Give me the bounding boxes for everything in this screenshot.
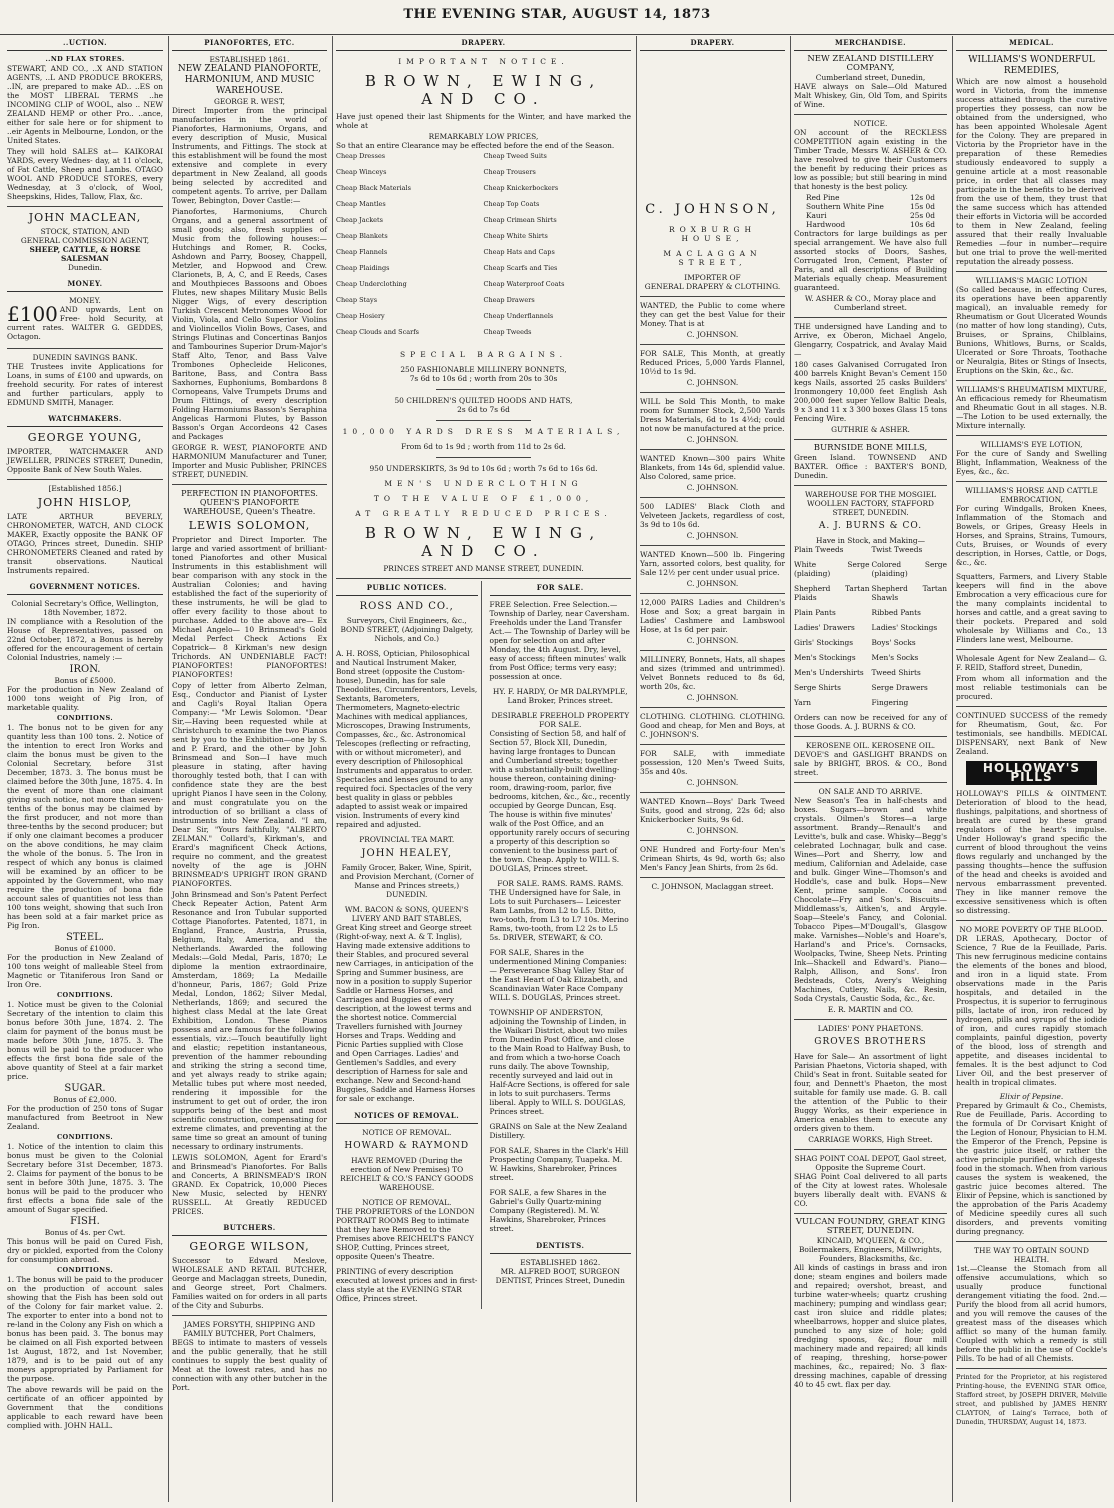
section-header: ..UCTION. [7, 36, 163, 51]
list-item: Cheap Underflannels [483, 312, 554, 320]
list-item: Cheap Plaidings [336, 264, 390, 272]
list-item: Cheap Trousers [483, 168, 536, 176]
section-header-government: GOVERNMENT NOTICES. [7, 580, 163, 595]
list-item: Boys' Socks [871, 638, 916, 647]
ad-johnson: C. JOHNSON, ROXBURGH HOUSE, MACLAGGAN STREET, IMPORTER OF GENERAL DRAPERY & CLOTHING. [644, 202, 781, 291]
ad-distillery: NEW ZEALAND DISTILLERY COMPANY, Cumberland street, Dunedin, HAVE always on Sale—Old Matured Malt Whiskey, Gin, Old Tom, and Spirits of Wine. [794, 54, 947, 109]
list-item: Cheap Underclothing [336, 280, 407, 288]
list-item: Cheap White Shirts [483, 232, 548, 240]
list-item: Girls' Stockings [794, 638, 854, 647]
ad-burnside: BURNSIDE BONE MILLS, Green Island. TOWNSEND AND BAXTER. Office : BAXTER'S BOND, Dunedin. [794, 443, 947, 480]
ad-hislop: [Established 1856.] JOHN HISLOP, LATE ARTHUR BEVERLY, CHRONOMETER, WATCH, AND CLOCK MAKER, Exactly opposite the BANK OF OTAGO, Princes street, Dunedin. SHIP CHRONOMETERS Cleaned and rated by transit observations. Nautical Instruments repaired. [7, 484, 163, 575]
list-item: Cheap Drawers [483, 296, 535, 304]
list-item: Cheap Stays [336, 296, 378, 304]
list-item: Cheap Blankets [336, 232, 388, 240]
list-item: Cheap Knickerbockers [483, 184, 559, 192]
ad-vulcan: VULCAN FOUNDRY, GREAT KING STREET, DUNEDIN. KINCAID, M'QUEEN, & CO., Boilermakers, Engineers, Millwrights, Founders, Blacksmiths, &c. All kinds of castings in brass and iron done; steam engines and boilers made and repaired; overshot, breast, and turbine water-wheels; quartz crushing machinery; pumping and windlass gear; cast iron sluice and riddle plates; wheelbarrows, hopper and sluice plates, punched to any size of hole; gold dredging spoons, &c.; flour mill machinery made and repaired; all kinds of reaping, threshing, horse-power machines, &c., repaired; No. 3 flax-dressing machines, capable of dressing 40 to 45 cwt. flax per day. [794, 1217, 947, 1389]
column-merchandise [790, 36, 950, 1502]
list-item: Serge Shirts [794, 683, 841, 692]
for-sale: FOR SALE. FREE Selection. Free Selection.— Township of Darley, near Caversham. Freeholds under the Land Transfer Act.— The Township of Darley will be open for selection on and after Monday, the 4th August. Dry, level, easy of access; fifteen minutes' walk from Post Office; terms very easy; possession at once. HY. F. HARDY, Or MR DALRYMPLE, Land Broker, Princes street. DESIRABLE FREEHOLD PROPERTY FOR SALE. Consisting of Section 58, and half of Section 57, Block XII, Dunedin, having large frontages to Duncan and Cumberland streets; together with a substantially-built dwelling-house thereon, containing dining-room, drawing-room, parlor, five bedrooms, kitchen, &c., &c., recently occupied by George Duncan, Esq. The house is within five minutes' walk of the Post Office, and an opportunity rarely occurs of securing a property of this description so convenient to the business part of the town. Cheap. Apply to WILL S. DOUGLAS, Princes street. FOR SALE. RAMS. RAMS. RAMS. THE Undersigned have for Sale, in Lots to suit Purchasers— Leicester Ram Lambs, from L2 to L5. Ditto, two-tooth, from L3 to L7 10s. Merino Rams, two-tooth, from L2 2s to L5 5s. DRIVER, STEWART, & CO. FOR SALE, Shares in the undermentioned Mining Companies:— Perseverance Shag Valley Star of the East Heart of Oak Elizabeth, and Scandinavian Water Race Company WILL S. DOUGLAS, Princes street. TOWNSHIP OF ANDERSTON, adjoining the Township of Linden, in the Waikari District, about two miles from Dunedin Post Office, and close to the Main Road to Halfway Bush, to and from which a two-horse Coach runs daily. The above Township, recently surveyed and laid out in Half-Acre Sections, is offered for sale in lots to suit purchasers. Terms liberal. Apply to WILL S. DOUGLAS, Princes street. GRAINS on Sale at the New Zealand Distillery. FOR SALE, Shares in the Clark's Hill Prospecting Company, Tuapeka. M. W. Hawkins, Sharebroker, Princes street. FOR SALE, a few Shares in the Gabriel's Gully Quartz-mining Company (Registered). M. W. Hawkins, Sharebroker, Princes street. DENTISTS. ESTABLISHED 1862. MR. ALFRED BOOT, SURGEON DENTIST, Princes Street, Dunedin [489, 583, 631, 1285]
ad-mosgiel: WAREHOUSE FOR THE MOSGIEL WOOLLEN FACTORY, STAFFORD STREET, DUNEDIN. A. J. BURNS & CO. Have in Stock, and Making— Plain Tweeds White Serge (plaiding) Shepherd Tartan Plaids Plain Pants Ladies' Drawers Girls' Stockings Men's Stockings Men's Undershirts Serge Shirts Yarn Twist Tweeds Colored Serge (plaiding) Shepherd Tartan Shawls Ribbed Pants Ladies' Stockings Boys' Socks Men's Socks Tweed Shirts Serge Drawers Fingering Orders can now be received for any of those Goods. A. J. BURNS & CO. [794, 490, 947, 731]
list-item: Serge Drawers [871, 683, 928, 692]
ad-maclean: JOHN MACLEAN, STOCK, STATION, AND GENERAL COMMISSION AGENT, SHEEP, CATTLE, & HORSE SALESMAN Dunedin. [20, 211, 150, 272]
section-header: DRAPERY. [336, 36, 631, 51]
list-item: Ladies' Stockings [871, 623, 938, 632]
ad-forsyth: JAMES FORSYTH, SHIPPING AND FAMILY BUTCHER, Port Chalmers, BEGS to intimate to masters of vessels and the public generally, that he still continues to supply the best quality of Meat at the lowest rates, and has no connection with any other butcher in the Port. [172, 1320, 327, 1392]
price-row: Hardwood 10s 6d [806, 220, 935, 229]
cheap-list [336, 152, 631, 344]
ad-brown-ewing: IMPORTANT NOTICE. BROWN, EWING, AND CO. Have just opened their last Shipments for the Winter, and have marked the whole at REMARKABLY LOW PRICES, So that an entire Clearance may be effected before the end of the Season. Cheap Dresses Cheap Winceys Cheap Black Materials Cheap Mantles Cheap Jackets Cheap Blankets Cheap Flannels Cheap Plaidings Cheap Underclothing Cheap Stays Cheap Hosiery Cheap Clouds and Scarfs Cheap Tweed Suits Cheap Trousers Cheap Knickerbockers Cheap Top Coats Cheap Crimean Shirts Cheap White Shirts Cheap Hats and Caps Cheap Scarfs and Ties Cheap Waterproof Coats Cheap Drawers Cheap Underflannels Cheap Tweeds SPECIAL BARGAINS. 250 FASHIONABLE MILLINERY BONNETS, 7s 6d to 10s 6d ; worth from 20s to 30s 50 CHILDREN'S QUILTED HOODS AND HATS, 2s 6d to 7s 6d 10,000 YARDS DRESS MATERIALS, From 6d to 1s 9d ; worth from 11d to 2s 6d. 950 UNDERSKIRTS, 3s 9d to 10s 6d ; worth 7s 6d to 16s 6d. MEN'S UNDERCLOTHING TO THE VALUE OF £1,000, AT GREATLY REDUCED PRICES. BROWN, EWING, AND CO. PRINCES STREET AND MANSE STREET, DUNEDIN. [336, 57, 631, 573]
list-item: Men's Socks [871, 653, 919, 662]
list-item: Cheap Hosiery [336, 312, 385, 320]
list-item: Plain Tweeds [794, 545, 844, 554]
column-auction [4, 36, 166, 1502]
column-drapery-johnson: DRAPERY. C. JOHNSON, ROXBURGH HOUSE, MACLAGGAN STREET, IMPORTER OF GENERAL DRAPERY & CLOTHING. WANTED, the Public to come where they can get the best Value for their Money. That is at C. JOHNSON. FOR SALE, This Month, at greatly Reduced Prices, 5,000 Yards Flannel, 10½d to 1s 9d. C. JOHNSON. WILL be Sold This Month, to make room for Summer Stock, 2,500 Yards Dress Materials, 6d to 1s 4½d; could not now be manufactured at the price. C. JOHNSON. WANTED Known—300 pairs White Blankets, from 14s 6d, splendid value. Also Colored, same price. C. JOHNSON. 500 LADIES' Black Cloth and Velveteen Jackets, regardless of cost, 3s 9d to 10s 6d. C. JOHNSON. WANTED Known—500 lb. Fingering Yarn, assorted colors, best quality, for Sale 12½ per cent under usual price. C. JOHNSON. 12,000 PAIRS Ladies and Children's Hose and Sox; a great bargain in Ladies' Cashmere and Lambswool Hose, at 1s 6d per pair. C. JOHNSON. MILLINERY, Bonnets, Hats, all shapes and sizes (trimmed and untrimmed). Velvet Bonnets reduced to 8s 6d, worth 20s, &c. C. JOHNSON. CLOTHING. CLOTHING. CLOTHING. Good and cheap, for Men and Boys, at C. JOHNSON'S. FOR SALE, with immediate possession, 120 Men's Tweed Suits, 35s and 40s. C. JOHNSON. WANTED Known—Boys' Dark Tweed Suits, good and strong, 22s 6d; also Knickerbocker Suits, 9s 6d. C. JOHNSON. ONE Hundred and Forty-four Men's Crimean Shirts, 4s 9d, worth 6s; also Men's Fancy Jean Shirts, from 2s 6d. C. JOHNSON, Maclaggan street. [636, 36, 788, 1502]
list-item: Fingering [871, 698, 909, 707]
column-drapery-main [332, 36, 634, 1502]
list-item: Cheap Waterproof Coats [483, 280, 565, 288]
list-item: Cheap Hats and Caps [483, 248, 555, 256]
list-item: Men's Undershirts [794, 668, 864, 677]
price-row: Kauri 25s 0d [806, 211, 935, 220]
price-row: Red Pine 12s 0d [806, 193, 935, 202]
ad-wilson: GEORGE WILSON, Successor to Edward Meslove, WHOLESALE AND RETAIL BUTCHER, George and Maclaggan streets, Dunedin, and George street, Port Chalmers. Families waited on for orders in all parts of the City and Suburbs. [172, 1240, 327, 1310]
list-item: Yarn [794, 698, 812, 707]
list-item: Cheap Tweed Suits [483, 152, 547, 160]
ad-kerosene: KEROSENE OIL. KEROSENE OIL. DEVOE'S and GASLIGHT BRANDS on sale by BRIGHT, BROS. & CO., Bond street. [794, 741, 947, 777]
ad-asher: NOTICE. ON account of the RECKLESS COMPETITION again existing in the Timber Trade, Messrs W. ASHER & CO. have resolved to give their Customers the benefit by reducing their prices as low as possible; but still bearing in mind that honesty is the best policy. Red Pine 12s 0d Southern White Pine 15s 0d Kauri 25s 0d Hardwood 10s 6d Contractors for large buildings as per special arrangement. We have also full assorted stocks of Doors, Sashes, Corrugated Iron, Cement, Plaster of Paris, and all descriptions of Building Materials equally cheap. Measurement guaranteed. W. ASHER & CO., Moray place and Cumberland street. [794, 119, 947, 312]
list-item: Cheap Mantles [336, 200, 386, 208]
section-header: MERCHANDISE. [794, 36, 947, 51]
section-header: DRAPERY. [640, 36, 785, 51]
newspaper-page [4, 36, 1110, 1502]
holloway-banner: HOLLOWAY'S PILLS [966, 761, 1097, 785]
list-item: Shepherd Tartan Plaids [794, 584, 870, 602]
section-header-watchmakers: WATCHMAKERS. [7, 412, 163, 427]
ad-guthrie: THE undersigned have Landing and to Arrive, ex Oberon, Michael Angelo, Glengarry, Cospatrick, and Avalay Maid— 180 cases Galvanised Corrugated Iron 400 barrels Knight Bevan's Cement 150 kegs Nails, assorted 25 casks Builders' Ironmongery 10,000 feet English Ash 200,000 feet super Yellow Baltic Deals, 9 x 3 and 11 x 3 300 boxes Glass 15 tons Fencing Wire. GUTHRIE & ASHER. [794, 322, 947, 434]
list-item: Cheap Black Materials [336, 184, 411, 192]
list-item: Cheap Flannels [336, 248, 388, 256]
list-item: Cheap Tweeds [483, 328, 532, 336]
column-pianofortes [168, 36, 330, 1502]
ad-solomon: PERFECTION IN PIANOFORTES. QUEEN'S PIANOFORTE WAREHOUSE, Queen's Theatre. LEWIS SOLOMON, Proprietor and Direct Importer. The large and varied assortment of brilliant-toned Pianofortes and other Musical Instruments in this establishment will bear comparison with any stock in the Australian Colonies; and having established the fact of the superiority of these instruments, he will be glad to offer every facility to those about to purchase. Added to the above are— Ex Michael Angelo— 10 Brinsmead's Gold Medal Perfect Check Actions Ex Copatrick— 8 Kirkman's new design Trichords. AN UNDENIABLE FACT! PIANOFORTES! PIANOFORTES! PIANOFORTES! Copy of letter from Alberto Zelman, Esq., Conductor and Pianist of Lyster and Cagli's Royal Italian Opera Company:— "Mr Lewis Solomon. "Dear Sir,—Having been requested while at Christchurch to examine the two Pianos sent by you to the Exhibition—one by S. and P. Erard, and the other by John Brinsmead and Son—I have much pleasure in stating, after having thoroughly tested both, that I can with confidence state they are the best upright Pianos I have seen in the Colony, and must congratulate you on the introduction of so brilliant a class of instruments into New Zealand. "I am, Dear Sir, "Yours faithfully, "ALBERTO ZELMAN." Collard's, Kirkman's, and Erard's magnificent Check Actions, require no comment, and the greatest novelty of the age is JOHN BRINSMEAD'S UPRIGHT IRON GRAND PIANOFORTES. John Brinsmead and Son's Patent Perfect Check Repeater Action, Patent Arm Resonance and Iron Tubular supported Cottage Pianofortes. Patented, 1871, in England, France, Austria, Prussia, Belgium, Italy, America, and the Netherlands. Awarded the following Medals:—Gold Medal, Paris, 1870; Le diplome la mention extraordinaire, Amsterdam, 1869; La Medaille d'honneur, Paris, 1867; Gold Prize Medal, London, 1862; Silver Medal, Netherlands, 1869; and secured the highest class Medal at the late Great Exhibition, London. These Pianos possess and are famous for the following essentials, viz.:—Touch beautifully light and elastic; repetition instantaneous, prevention of the hammer rebounding and striking the string a second time, and yet always ready to strike again; Metallic tubes put where most needed, rendering it impossible for the instrument to get out of order, the iron supports being of the best and most scientific construction, compensating for extreme climates, and preventing at the same time so great an amount of tuning necessary to ordinary instruments. LEWIS SOLOMON, Agent for Erard's and Brinsmead's Pianofortes. For Balls and Concerts, A BRINSMEAD'S IRON GRAND. Ex Copatrick, 10,000 Pieces New Music, selected by HENRY RUSSELL. At Greatly REDUCED PRICES. [172, 489, 327, 1216]
price-row: Southern White Pine 15s 0d [806, 202, 935, 211]
section-header-butchers: BUTCHERS. [172, 1221, 327, 1236]
list-item: Colored Serge (plaiding) [871, 560, 947, 578]
list-item: Cheap Crimean Shirts [483, 216, 557, 224]
public-notices: PUBLIC NOTICES. ROSS AND CO., Surveyors, Civil Engineers, &c., BOND STREET, (Adjoining Dalgety, Nichols, and Co.) A. H. ROSS, Optician, Philosophical and Nautical Instrument Maker, Bond street (opposite the Custom-house), Dunedin, has for sale Theodolites, Circumferentors, Levels, Sextants, Barometers, Thermometers, Magneto-electric Machines with medical appliances, Microscopes, Drawing Instruments, Compasses, &c., &c. Astronomical Telescopes (reflecting or refracting, with or without micrometer), and every description of Philosophical Instruments and apparatus to order. Spectacles and lenses ground to any required foci. Spectacles of the very best quality in glass or pebbles adapted to assist weak or impaired vision. Instruments of every kind repaired and adjusted. PROVINCIAL TEA MART. JOHN HEALEY, Family Grocer, Baker, Wine, Spirit, and Provision Merchant, (Corner of Manse and Princes streets,) DUNEDIN. WM. BACON & SONS, QUEEN'S LIVERY AND BAIT STABLES, Great King street and George street (Right-of-way, next A. & T. Inglis), Having made extensive additions to their Stables, and procured several new Carriages, in anticipation of the Spring and Summer business, are now in a position to supply Superior Saddle or Harness Horses, and Carriages and Buggies of every description, at the lowest terms and the shortest notice. Commercial Travellers furnished with Journey Horses and Traps. Wedding and Picnic Parties supplied with Close and Open Carriages. Ladies' and Gentlemen's Saddles, and every description of Harness for sale and exchange. New and Second-hand Buggies, Saddle and Harness Horses for sale or exchange. NOTICES OF REMOVAL. NOTICE OF REMOVAL. HOWARD & RAYMOND HAVE REMOVED (During the erection of New Premises) TO REICHELT & CO.'S FANCY GOODS WAREHOUSE. NOTICE OF REMOVAL. THE PROPRIETORS of the LONDON PORTRAIT ROOMS Beg to intimate that they have Removed to the Premises above REICHELT'S FANCY SHOP, Cutting, Princes street, opposite Queen's Theatre. PRINTING of every description executed at lowest prices and in first-class style at the EVENING STAR Office, Princes street. [336, 581, 482, 1309]
ad-groves: LADIES' PONY PHAETONS. GROVES BROTHERS Have for Sale— An assortment of light Parisian Phaetons, Victoria shaped, with Child's Seat in front. Suitable seated for four, and Dennett's Phaeton, the most suitable for family use made. G. B. call the attention of the Public to their Buggy Works, as their experience in America enables them to execute any orders given to them. CARRIAGE WORKS, High Street. [794, 1024, 947, 1144]
list-item: Tweed Shirts [871, 668, 921, 677]
list-item: Ribbed Pants [871, 608, 921, 617]
section-header: MEDICAL. [956, 36, 1107, 51]
ad-shag-point: SHAG POINT COAL DEPOT, Gaol street, Opposite the Supreme Court. SHAG Point Coal delivered to all parts of the City at lowest rates. Wholesale buyers liberally dealt with. EVANS & CO. [794, 1154, 947, 1208]
ad-money: MONEY. £100 AND upwards, Lent on Free- hold Security, at current rates. WALTER G. GEDDES, Octagon. [7, 296, 163, 341]
section-header-money: MONEY. [7, 277, 163, 292]
ad-young: GEORGE YOUNG, IMPORTER, WATCHMAKER AND JEWELLER, PRINCES STREET, Dunedin, Opposite Bank of New South Wales. [7, 431, 163, 474]
list-item: Twist Tweeds [871, 545, 923, 554]
list-item: Cheap Clouds and Scarfs [336, 328, 419, 336]
list-item: Men's Stockings [794, 653, 856, 662]
ad-west: ESTABLISHED 1861. NEW ZEALAND PIANOFORTE, HARMONIUM, AND MUSIC WAREHOUSE. GEORGE R. WEST, Direct Importer from the principal manufactories in the world of Pianofortes, Harmoniums, Organs, and every description of Music, Musical Instruments, and Fittings. The stock at this establishment will be found the most extensive and complete in every department in New Zealand, all goods being selected by accredited and competent agents. To arrive, per Dallam Tower, Bebington, Dover Castle:— Pianofortes, Harmoniums, Church Organs, and a general assortment of small goods; also, fresh supplies of Music from the following houses:—Hutchings and Romer, R. Cocks, Ashdown and Parry, Boosey, Chappell, Metzler, and Hopwood and Crew. Clarionets, B, A, C, and E Reeds, Cases and Mouthpieces Bassoons and Oboes Flutes, new shapes Military Music Bells Nigger Wigs, of every description Turkish Crescent Metronomes Wood for Violin, Viola, and Cello Superior Violins and Violincellos Violin Bows, Cases, and Strings Flutinas and Concertinas Banjos and Tambourines Superior Drum-Major's Staff Alto, Tenor, and Bass Valve Trombones Ophecleide Helicones, Baritone, Bass, and Contra Bass Saxhornes, Euphoniums, Bombardons 8 Cornopeans, Valve Trumpets Drums and Drum Fittings, of every description Folding Harmoniums Basson's Seraphina Angelicas Harmoni Flutes, by Basson Basson's Organ Accordeons 42 Cases and Packages GEORGE R. WEST, PIANOFORTE AND HARMONIUM Manufacturer and Tuner, Importer and Music Publisher, PRINCES STREET, DUNEDIN. [172, 55, 327, 479]
ad-government-bonus: Colonial Secretary's Office, Wellington, 18th November, 1872. IN compliance with a Resolution of the House of Representatives, passed on 22nd October, 1872, a Bonus is hereby offered for the encouragement of certain Colonial Industries, namely :— IRON. Bonus of £5000. For the production in New Zealand of 1000 tons weight of Pig Iron, of marketable quality. CONDITIONS. 1. The bonus not to be given for any quantity less than 100 tons. 2. Notice of the intention to erect Iron Works and claim the bonus must be given to the Colonial Secretary, before 31st December, 1873. 3. The bonus must be claimed before the 30th June, 1875. 4. In the event of more than one claimant giving such notice, not more than seven-tenths of the bonus may be claimed by the first producer, and not more than three-tenths by the second producer; but if only one claimant becomes a producer on the above conditions, he may claim the whole of the bonus. 5. The Iron in respect of which any bonus is claimed will be examined by an officer to be appointed by the Government, who may require the production of bona fide account sales of quantities not less than 100 tons weight, showing that such Iron has been sold at a fair market price as Pig Iron. STEEL. Bonus of £1000. For the production in New Zealand of 100 tons weight of malleable Steel from Magnetic or Titaniferous Iron Sand or Iron Ore. CONDITIONS. 1. Notice must be given to the Colonial Secretary of the intention to claim this bonus before 30th June, 1874. 2. The claim for payment of the bonus must be made before 30th June, 1875. 3. The bonus will be paid to the producer who effects the first bona fide sale of the above quantity of Steel at a fair market price. SUGAR. Bonus of £2,000. For the production of 250 tons of Sugar manufactured from Beetroot in New Zealand. CONDITIONS. 1. Notice of the intention to claim this bonus must be given to the Colonial Secretary before 31st December, 1873. 2. Claims for payment of the bonus to be sent in before 30th June, 1875. 3. The bonus will be paid to the producer who first effects a bona fide sale of the amount of Sugar specified. FISH. Bonus of 4s. per Cwt. This bonus will be paid on Cured Fish, dry or pickled, exported from the Colony for consumption abroad. CONDITIONS. 1. The bonus will be paid to the producer on the production of account sales showing that the Fish has been sold out of the Colony for fair market value. 2. The exporter to enter into a bond not to re-land in the Colony any Fish on which a bonus has been paid. 3. The bonus may be claimed on all Fish exported between 1st August, 1872, and 1st November, 1879, and is to be paid out of any moneys appropriated by Parliament for the purpose. The above rewards will be paid on the certificate of an officer appointed by Government that the conditions applicable to each reward have been complied with. JOHN HALL. [7, 599, 163, 1430]
list-item: Cheap Winceys [336, 168, 387, 176]
list-item: Plain Pants [794, 608, 836, 617]
ad-martin: ON SALE AND TO ARRIVE. New Season's Tea in half-chests and boxes. Sugars—brown and white crystals. Oilmen's Stores—a large assortment. Brandy—Renault's and Levitte's, bulk and case. Whisky—Begg's celebrated Lochnagar, bulk and case. Wines—Port and Sherry, low and medium, Californian and Adelaide, case and bulk. Ginger Wine—Thomson's and Hoddle's, case and bulk. Hops—New Kent, prime sample. Cocoa and Chocolate—Fry and Son's. Biscuits—Middlemass's, Aitken's, and Argyle. Soap—Steele's Fancy, and Colonial. Tobacco Pipes—M'Dougall's, Glasgow make. Varnishes—Noble's and Hoare's, Harland's and Price's. Cornsacks, Woolpacks, Twine, Sheep Nets. Printing Ink—Shackell and Edward's. Piano—Ralph, Allison, and Sons'. Iron Bedsteads, Cots, Avery's Weighing Machines, Cutlery, Nails, &c. Resin, Soda Crystals, Caustic Soda, &c., &c. E. R. MARTIN and CO. [794, 787, 947, 1014]
section-header: PIANOFORTES, ETC. [172, 36, 327, 51]
masthead: THE EVENING STAR, AUGUST 14, 1873 [0, 0, 1114, 35]
list-item: White Serge (plaiding) [794, 560, 870, 578]
list-item: Cheap Scarfs and Ties [483, 264, 558, 272]
list-item: Shepherd Tartan Shawls [871, 584, 947, 602]
ad-stewart: ..ND FLAX STORES. STEWART, AND CO., ..X AND STATION AGENTS, ..L AND PRODUCE BROKERS, ..IN, are prepared to make AD.. ..ES on the MOST LIBERAL TERMS ..he INCOMING CLIP of WOOL, also .. NEW ZEALAND HEMP or other Pro.. ..ance, either for sale here or for shipment to ..eir Agents in Melbourne, London, or the United States. They will hold SALES at— KAIKORAI YARDS, every Wednes- day, at 11 o'clock, of Fat Cattle, Sheep and Lambs. OTAGO WOOL AND PRODUCE STORES, every Wednesday, at 3 o'clock, of Wool, Sheepskins, Hides, Tallow, Flax, &c. [7, 55, 163, 201]
ad-williams: WILLIAMS'S WONDERFUL REMEDIES, Which are now almost a household word in Victoria, from the immense success attained through the curative properties they possess, can now be obtained from the undersigned, who has been appointed Wholesale Agent for the Colony. They are prepared in Victoria by the Proprietor have in the preparation of these Remedies studiously endeavored to supply a genuine article at a most reasonable price, in order that all classes may participate in the benefits to be derived from the use of them, they trust that the same success which has attended their efforts in Victoria will be accorded to them in New Zealand, feeling assured that their really Invaluable Remedies —four in number—require but one trial to prove the well-merited reputation the already possess. [956, 55, 1107, 266]
column-medical: MEDICAL. WILLIAMS'S WONDERFUL REMEDIES, Which are now almost a household word in Victoria, from the immense success attained through the curative properties they possess, can now be obtained from the undersigned, who has been appointed Wholesale Agent for the Colony. They are prepared in Victoria by the Proprietor have in the preparation of these Remedies studiously endeavored to supply a genuine article at a most reasonable price, in order that all classes may participate in the benefits to be derived from the use of them, they trust that the same success which has attended their efforts in Victoria will be accorded to them in New Zealand, feeling assured that their really Invaluable Remedies —four in number—require but one trial to prove the well-merited reputation the already possess. WILLIAMS'S MAGIC LOTION (So called because, in effecting Cures, its operations have been apparently magical), an invaluable remedy for Rheumatism or Gout Ulcerated Wounds (no matter of how long standing), Cuts, Bruises, or Sprains, Chilblains, Bunions, Whitlows, Burns, or Scalds, Ulcerated or Sore Throats, Toothache or Neuralgia, Bites or Stings of Insects, Eruptions on the Skin, &c., &c. WILLIAMS'S RHEUMATISM MIXTURE, An efficacious remedy for Rheumatism and Rheumatic Gout in all stages. N.B.—The Lotion to be used externally, the Mixture internally. WILLIAMS'S EYE LOTION, For the cure of Sandy and Swelling Blight, Inflammation, Weakness of the Eyes, &c., &c. WILLIAMS'S HORSE AND CATTLE EMBROCATION, For curing Windgalls, Broken Knees, Inflammation of the Stomach and Bowels, or Gripes, Greasy Heels in Horses, and Sprains, Strains, Tumours, Cuts, Bruises, or Wounds of every description, in Horses, Cattle, or Dogs, &c., &c. Squatters, Farmers, and Livery Stable keepers will find in the above Embrocation a very efficacious cure for the many complaints incidental to horses and cattle, and a great saving to their pockets. Prepared and sold wholesale by Williams and Co., 13 Flinders lane west, Melbourne. Wholesale Agent for New Zealand— G. F. REID, Stafford street, Dunedin, From whom all information and the most reliable testimonials can be procured. CONTINUED SUCCESS of the remedy for Rheumatism, Gout, &c. For testimonials, see handbills. MEDICAL DISPENSARY, next Bank of New Zealand. HOLLOWAY'S PILLS HOLLOWAY'S PILLS & OINTMENT. Deterioration of blood to the head, flushings, palpitations, and shortness of breath are cured by these grand regulators of the heart's impulse. Under Holloway's grand specific the current of blood throughout the veins flows regularly and unchanged by the passing thoughts—hence the suffusion of the head and cheeks is avoided and nervous embarrassment prevented. They in like manner remove the excessive sensitiveness which is often so distressing. NO MORE POVERTY OF THE BLOOD. DR LERAS, Apothecary, Doctor of Science, 7 Rue de la Feuillade, Paris. This new ferruginous medicine contains the elements of the bones and blood, and iron in a liquid state. From observations made in the Paris hospitals, and detailed in the Prospectus, it is superior to ferruginous pills, lactate of iron, iron reduced by hydrogen, pills and syrups of the iodide of iron, and cures rapidly stomach complaints, painful digestion, poverty of the blood, loss of strength and appetite, and diseases incidental to females. It is the best adjunct to Cod Liver Oil, and the best preserver of health in tropical climates. Elixir of Pepsine. Prepared by Grimault & Co., Chemists, Rue de Feuillade, Paris. According to the formula of Dr Corvisart Knight of the Legion of Honour, Physician to H.M. the Emperor of the French, Pepsine is the gastric juice itself, or rather the active principle purified, which digests food in the stomach. When from various causes the system is weakened, the gastric juice becomes altered. The Elixir of Pepsine, which is sanctioned by the approbation of the Paris Academy of Medicine speedily cures all such disorders, and prevents vomiting during pregnancy. THE WAY TO OBTAIN SOUND HEALTH. 1st.—Cleanse the Stomach from all offensive accumulations, which so usually produce functional derangement vitiating the food. 2nd.—Purify the blood from all acrid humors, and you will remove the causes of the greatest mass of the diseases which afflict so many of the human family. Coupled with which a remedy is still before the public in the use of Cockle's Pills. To be had of all Chemists. Printed for the Proprietor, at his registered Printing-house, the EVENING STAR Office, Stafford street, by JOSEPH DRIVER, Melville street, and published by JAMES HENRY CLAYTON, of Laing's Terrace, both of Dunedin, THURSDAY, August 14, 1873. [952, 36, 1110, 1502]
list-item: Cheap Top Coats [483, 200, 540, 208]
list-item: Cheap Dresses [336, 152, 386, 160]
list-item: Ladies' Drawers [794, 623, 855, 632]
ad-savings-bank: DUNEDIN SAVINGS BANK. THE Trustees invite Applications for Loans, in sums of £100 and upwards, on freehold security. For rates of interest and further particulars, apply to EDMUND SMITH, Manager. [7, 353, 163, 407]
list-item: Cheap Jackets [336, 216, 383, 224]
